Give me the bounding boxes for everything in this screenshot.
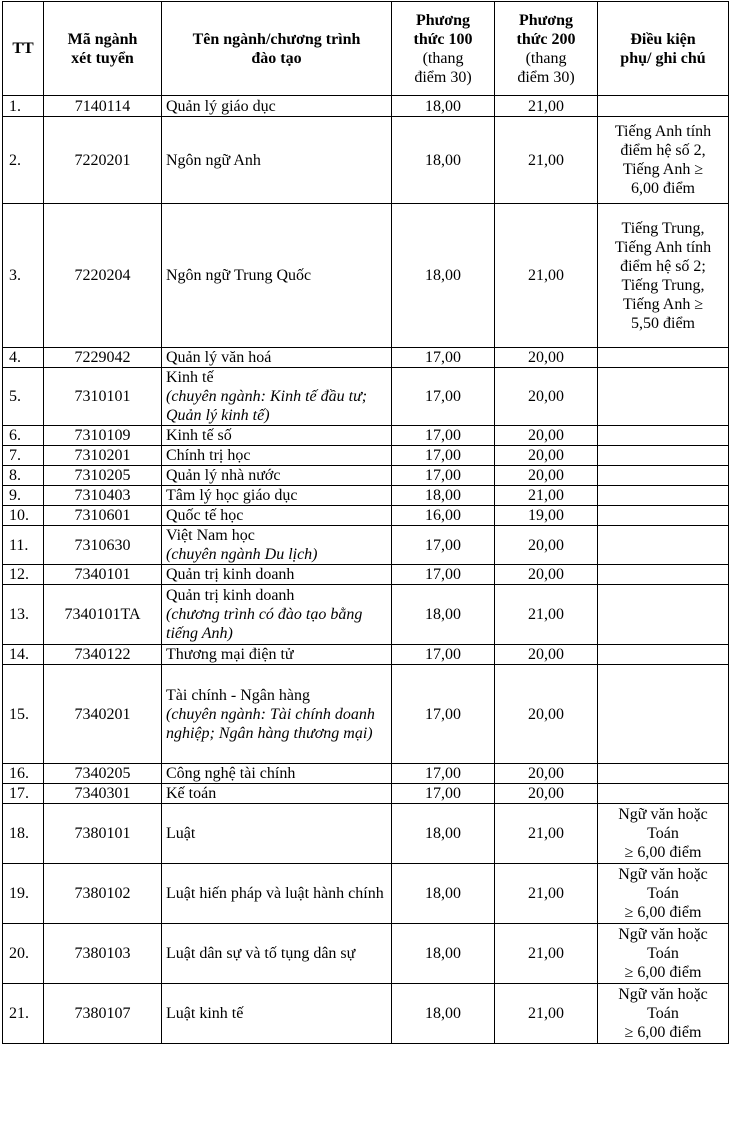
- score-method-200: 20,00: [495, 764, 598, 784]
- major-name-cell: [162, 864, 392, 924]
- major-code: 7340122: [44, 645, 162, 665]
- note-line: Tiếng Trung,: [621, 219, 705, 237]
- major-name-cell: [162, 585, 392, 645]
- score-method-200: 20,00: [495, 446, 598, 466]
- major-name: Tài chính - Ngân hàng: [166, 686, 310, 704]
- header-note-line: Điều kiện: [630, 30, 696, 48]
- table-row: [3, 506, 729, 526]
- score-method-100: 17,00: [392, 645, 495, 665]
- table-row: [3, 426, 729, 446]
- major-code: 7340201: [44, 665, 162, 764]
- major-code: 7310403: [44, 486, 162, 506]
- major-name-cell: [162, 486, 392, 506]
- header-m100-line: thức 100: [413, 30, 473, 48]
- row-index: 19.: [3, 864, 44, 924]
- note-cell: [598, 506, 729, 526]
- score-method-100: 17,00: [392, 446, 495, 466]
- note-line: điểm hệ số 2,: [620, 142, 706, 159]
- table-row: [3, 204, 729, 348]
- note-line: Toán: [647, 945, 679, 962]
- major-name: Ngôn ngữ Anh: [166, 151, 261, 169]
- note-line: Tiếng Anh ≥: [622, 161, 704, 178]
- major-name: Luật hiến pháp và luật hành chính: [166, 885, 384, 902]
- major-name-cell: [162, 117, 392, 204]
- score-method-100: 17,00: [392, 665, 495, 764]
- table-row: [3, 526, 729, 565]
- admission-score-table: [2, 1, 729, 1044]
- major-name-cell: [162, 804, 392, 864]
- major-name-cell: [162, 96, 392, 117]
- table-row: [3, 784, 729, 804]
- row-index: 1.: [3, 96, 44, 117]
- score-method-200: 20,00: [495, 368, 598, 426]
- score-method-200: 20,00: [495, 665, 598, 764]
- score-method-200: 19,00: [495, 506, 598, 526]
- header-row: [3, 2, 729, 96]
- note-cell: [598, 924, 729, 984]
- row-index: 11.: [3, 526, 44, 565]
- score-method-100: 18,00: [392, 864, 495, 924]
- header-code-line: Mã ngành: [67, 30, 138, 48]
- major-name: Quản lý nhà nước: [166, 467, 281, 484]
- table-row: [3, 486, 729, 506]
- header-m200-line: Phương: [518, 11, 574, 29]
- score-method-200: 21,00: [495, 204, 598, 348]
- major-name-cell: [162, 984, 392, 1044]
- score-method-200: 20,00: [495, 526, 598, 565]
- major-name: Việt Nam học: [166, 527, 255, 544]
- note-line: Toán: [647, 885, 679, 902]
- score-method-100: 17,00: [392, 368, 495, 426]
- score-method-100: 17,00: [392, 565, 495, 585]
- major-name-cell: [162, 348, 392, 368]
- major-specialization: (chuyên ngành: Tài chính doanh nghiệp; Ngân hàng thương mại): [166, 705, 375, 742]
- major-name-cell: [162, 565, 392, 585]
- header-name: [162, 2, 392, 96]
- row-index: 21.: [3, 984, 44, 1044]
- major-code: 7310630: [44, 526, 162, 565]
- score-method-200: 20,00: [495, 466, 598, 486]
- major-name: Luật kinh tế: [166, 1005, 244, 1022]
- major-name: Kinh tế: [166, 369, 214, 386]
- major-name: Công nghệ tài chính: [166, 765, 296, 782]
- header-name-line: Tên ngành/chương trình: [192, 30, 361, 48]
- row-index: 7.: [3, 446, 44, 466]
- table-row: [3, 764, 729, 784]
- major-code: 7140114: [44, 96, 162, 117]
- table-row: [3, 565, 729, 585]
- major-code: 7310101: [44, 368, 162, 426]
- major-code: 7310601: [44, 506, 162, 526]
- major-name: Tâm lý học giáo dục: [166, 487, 298, 504]
- score-method-100: 18,00: [392, 96, 495, 117]
- major-code: 7380102: [44, 864, 162, 924]
- note-line: ≥ 6,00 điểm: [624, 844, 702, 861]
- major-name: Thương mại điện tử: [166, 646, 294, 663]
- note-cell: [598, 585, 729, 645]
- header-m100-line: (thang: [422, 49, 464, 67]
- major-name: Luật dân sự và tố tụng dân sự: [166, 945, 356, 962]
- major-code: 7340205: [44, 764, 162, 784]
- score-method-200: 21,00: [495, 984, 598, 1044]
- score-method-200: 21,00: [495, 486, 598, 506]
- major-code: 7340101: [44, 565, 162, 585]
- header-method-200: [495, 2, 598, 96]
- major-code: 7340101TA: [44, 585, 162, 645]
- major-name: Quản trị kinh doanh: [166, 566, 295, 583]
- table-row: [3, 804, 729, 864]
- note-line: Toán: [647, 1005, 679, 1022]
- row-index: 6.: [3, 426, 44, 446]
- row-index: 4.: [3, 348, 44, 368]
- note-cell: [598, 348, 729, 368]
- major-name-cell: [162, 446, 392, 466]
- note-line: ≥ 6,00 điểm: [624, 1024, 702, 1041]
- score-method-200: 20,00: [495, 645, 598, 665]
- major-name-cell: [162, 526, 392, 565]
- note-cell: [598, 117, 729, 204]
- row-index: 16.: [3, 764, 44, 784]
- score-method-100: 17,00: [392, 348, 495, 368]
- score-method-200: 20,00: [495, 565, 598, 585]
- score-method-200: 21,00: [495, 864, 598, 924]
- header-method-100: [392, 2, 495, 96]
- header-m200-line: thức 200: [516, 30, 576, 48]
- row-index: 2.: [3, 117, 44, 204]
- note-line: Ngữ văn hoặc: [618, 926, 708, 943]
- note-cell: [598, 368, 729, 426]
- score-method-100: 18,00: [392, 585, 495, 645]
- major-code: 7340301: [44, 784, 162, 804]
- score-method-100: 17,00: [392, 784, 495, 804]
- row-index: 15.: [3, 665, 44, 764]
- major-name: Chính trị học: [166, 447, 251, 464]
- row-index: 9.: [3, 486, 44, 506]
- score-method-200: 21,00: [495, 924, 598, 984]
- major-code: 7310205: [44, 466, 162, 486]
- row-index: 10.: [3, 506, 44, 526]
- major-name-cell: [162, 466, 392, 486]
- score-method-100: 18,00: [392, 984, 495, 1044]
- table-row: [3, 348, 729, 368]
- major-name-cell: [162, 645, 392, 665]
- score-method-200: 21,00: [495, 585, 598, 645]
- header-m100-line: điểm 30): [414, 68, 472, 86]
- score-method-200: 20,00: [495, 784, 598, 804]
- score-method-100: 18,00: [392, 204, 495, 348]
- score-method-100: 16,00: [392, 506, 495, 526]
- score-method-100: 18,00: [392, 924, 495, 984]
- major-name: Quốc tế học: [166, 507, 244, 524]
- score-method-100: 18,00: [392, 804, 495, 864]
- note-line: Tiếng Anh tính: [614, 238, 712, 256]
- major-name: Quản trị kinh doanh: [166, 587, 295, 604]
- header-code-line: xét tuyển: [71, 49, 134, 67]
- note-line: ≥ 6,00 điểm: [624, 904, 702, 921]
- header-m200-line: (thang: [525, 49, 567, 67]
- row-index: 12.: [3, 565, 44, 585]
- major-name-cell: [162, 368, 392, 426]
- note-line: Tiếng Anh ≥: [622, 295, 704, 313]
- major-code: 7220201: [44, 117, 162, 204]
- row-index: 3.: [3, 204, 44, 348]
- table-row: [3, 864, 729, 924]
- table-row: [3, 368, 729, 426]
- note-line: Ngữ văn hoặc: [618, 986, 708, 1003]
- row-index: 13.: [3, 585, 44, 645]
- major-name-cell: [162, 784, 392, 804]
- note-cell: [598, 565, 729, 585]
- major-name-cell: [162, 764, 392, 784]
- note-cell: [598, 446, 729, 466]
- score-method-100: 18,00: [392, 117, 495, 204]
- score-method-200: 21,00: [495, 117, 598, 204]
- note-cell: [598, 864, 729, 924]
- table-row: [3, 984, 729, 1044]
- note-cell: [598, 784, 729, 804]
- major-code: 7380101: [44, 804, 162, 864]
- note-cell: [598, 526, 729, 565]
- row-index: 20.: [3, 924, 44, 984]
- major-name: Kế toán: [166, 785, 217, 802]
- note-cell: [598, 984, 729, 1044]
- score-method-200: 20,00: [495, 426, 598, 446]
- score-method-200: 21,00: [495, 804, 598, 864]
- table-row: [3, 96, 729, 117]
- note-line: ≥ 6,00 điểm: [624, 964, 702, 981]
- header-name-line: đào tạo: [251, 49, 302, 67]
- score-method-100: 17,00: [392, 466, 495, 486]
- note-line: 5,50 điểm: [631, 314, 695, 332]
- note-line: 6,00 điểm: [631, 180, 695, 197]
- score-method-200: 21,00: [495, 96, 598, 117]
- note-line: Toán: [647, 825, 679, 842]
- major-name-cell: [162, 665, 392, 764]
- header-m200-line: điểm 30): [517, 68, 575, 86]
- note-line: Ngữ văn hoặc: [618, 866, 708, 883]
- score-method-100: 17,00: [392, 526, 495, 565]
- major-specialization: (chuyên ngành: Kinh tế đầu tư; Quản lý kinh tế): [166, 388, 368, 424]
- header-note-line: phụ/ ghi chú: [620, 49, 706, 67]
- major-code: 7220204: [44, 204, 162, 348]
- major-code: 7310109: [44, 426, 162, 446]
- table-row: [3, 466, 729, 486]
- note-cell: [598, 466, 729, 486]
- table-row: [3, 665, 729, 764]
- major-name: Kinh tế số: [166, 427, 232, 444]
- note-line: điểm hệ số 2;: [620, 257, 706, 275]
- note-cell: [598, 486, 729, 506]
- header-m100-line: Phương: [415, 11, 471, 29]
- note-cell: [598, 665, 729, 764]
- major-name: Quản lý văn hoá: [166, 349, 272, 366]
- major-name: Quản lý giáo dục: [166, 97, 276, 115]
- row-index: 5.: [3, 368, 44, 426]
- note-cell: [598, 426, 729, 446]
- row-index: 18.: [3, 804, 44, 864]
- table-row: [3, 645, 729, 665]
- row-index: 17.: [3, 784, 44, 804]
- row-index: 8.: [3, 466, 44, 486]
- table-row: [3, 117, 729, 204]
- major-specialization: (chương trình có đào tạo bằng tiếng Anh): [166, 606, 363, 642]
- table-body: [3, 96, 729, 1044]
- major-code: 7380107: [44, 984, 162, 1044]
- score-method-200: 20,00: [495, 348, 598, 368]
- score-method-100: 18,00: [392, 486, 495, 506]
- score-method-100: 17,00: [392, 764, 495, 784]
- major-name-cell: [162, 506, 392, 526]
- major-name: Ngôn ngữ Trung Quốc: [166, 267, 312, 284]
- major-name-cell: [162, 426, 392, 446]
- note-line: Tiếng Trung,: [621, 276, 705, 294]
- major-name-cell: [162, 924, 392, 984]
- table-row: [3, 924, 729, 984]
- note-cell: [598, 96, 729, 117]
- major-specialization: (chuyên ngành Du lịch): [166, 546, 318, 563]
- note-line: Ngữ văn hoặc: [618, 806, 708, 823]
- note-cell: [598, 764, 729, 784]
- header-code: [44, 2, 162, 96]
- header-tt: TT: [3, 2, 44, 96]
- note-line: Tiếng Anh tính: [614, 123, 712, 140]
- major-name: Luật: [166, 825, 196, 842]
- table-row: [3, 446, 729, 466]
- table-row: [3, 585, 729, 645]
- note-cell: [598, 645, 729, 665]
- note-cell: [598, 204, 729, 348]
- major-code: 7310201: [44, 446, 162, 466]
- header-note: [598, 2, 729, 96]
- note-cell: [598, 804, 729, 864]
- row-index: 14.: [3, 645, 44, 665]
- score-method-100: 17,00: [392, 426, 495, 446]
- major-code: 7380103: [44, 924, 162, 984]
- major-code: 7229042: [44, 348, 162, 368]
- major-name-cell: [162, 204, 392, 348]
